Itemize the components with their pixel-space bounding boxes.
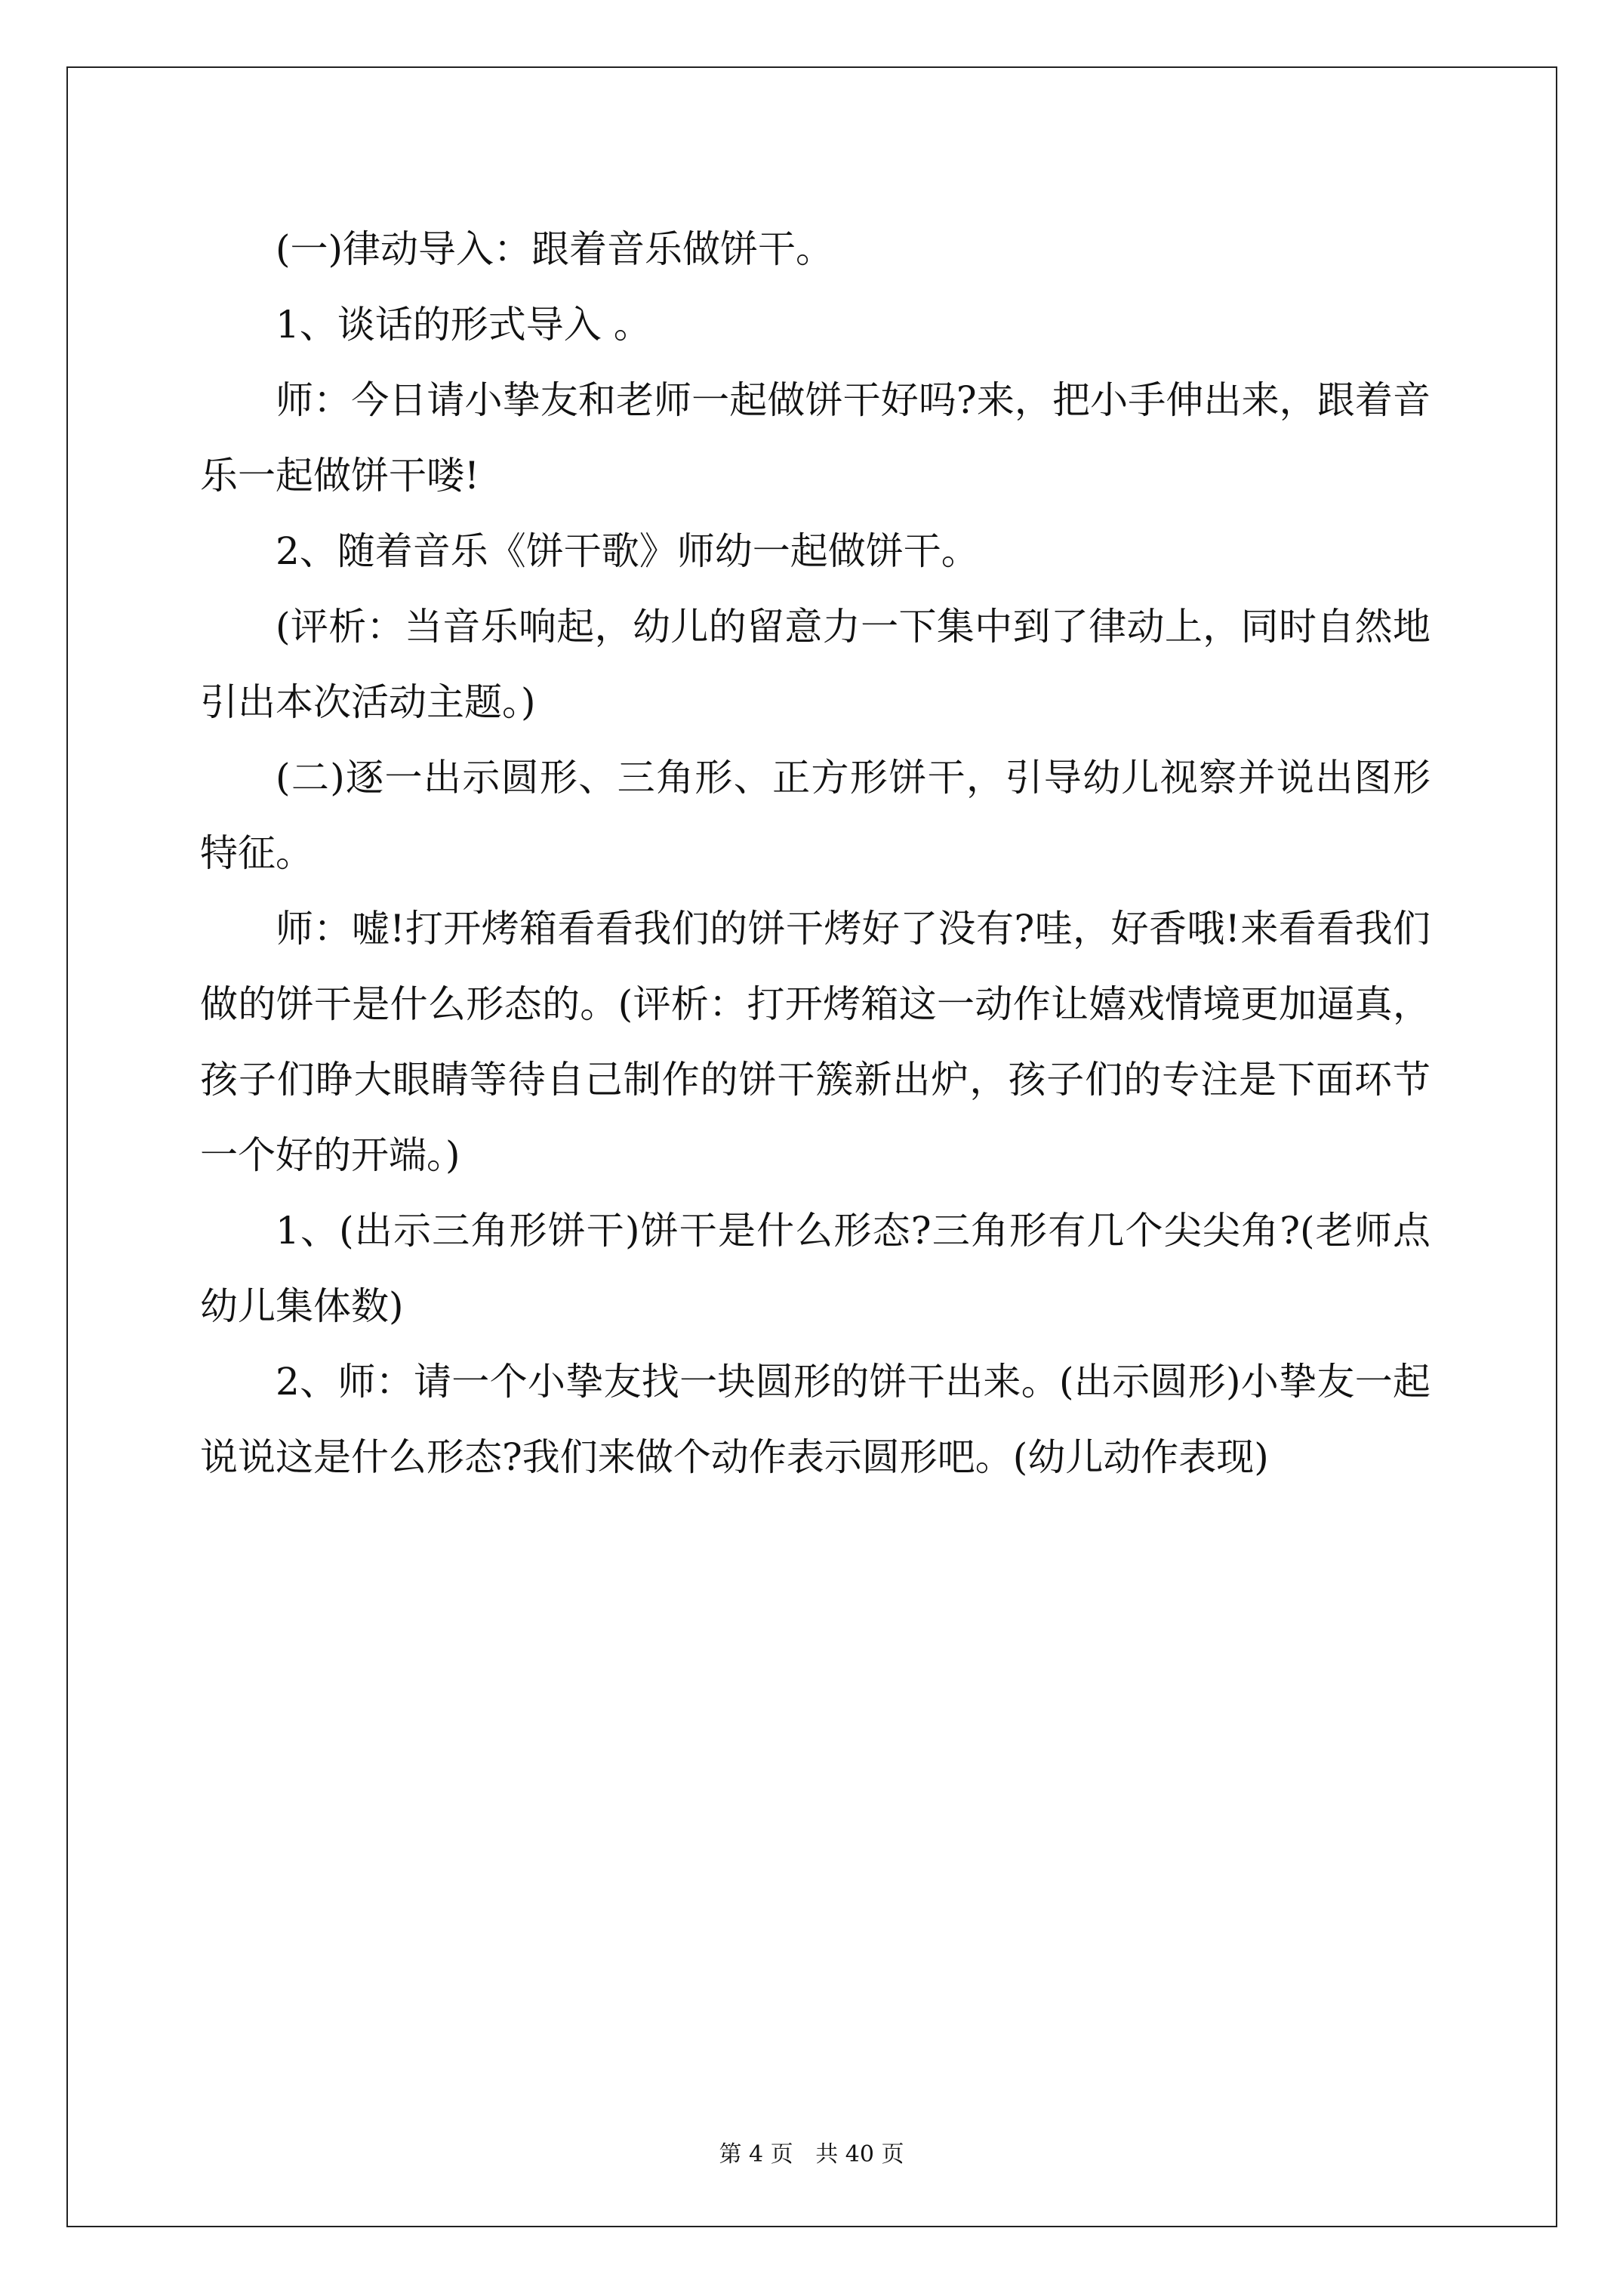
paragraph-8: 1、(出示三角形饼干)饼干是什么形态?三角形有几个尖尖角?(老师点幼儿集体数) [200, 1209, 1431, 1328]
paragraph-2: 1、谈话的形式导入 。 [276, 303, 651, 347]
paragraph-9: 2、师：请一个小挚友找一块圆形的饼干出来。(出示圆形)小挚友一起说说这是什么形态?我们来做个动作表示圆形吧。(幼儿动作表现) [200, 1360, 1431, 1479]
paragraph-6: (二)逐一出示圆形、三角形、正方形饼干，引导幼儿视察并说出图形特征。 [200, 756, 1431, 875]
paragraph-7: 师：嘘!打开烤箱看看我们的饼干烤好了没有?哇，好香哦!来看看我们做的饼干是什么形态的。(评析：打开烤箱这一动作让嬉戏情境更加逼真，孩子们睁大眼睛等待自己制作的饼干簇新出炉，孩子们的专注是下面环节一个好的开端。) [200, 907, 1431, 1177]
paragraph-1: (一)律动导入：跟着音乐做饼干。 [276, 227, 834, 271]
paragraph-3: 师：今日请小挚友和老师一起做饼干好吗?来，把小手伸出来，跟着音乐一起做饼干喽! [200, 378, 1431, 498]
page-number: 第 4 页 [719, 2141, 793, 2168]
page-footer [0, 2135, 1623, 2168]
page-total: 共 40 页 [815, 2141, 904, 2168]
paragraph-4: 2、随着音乐《饼干歌》师幼一起做饼干。 [276, 529, 979, 573]
document-body [200, 211, 1431, 1495]
paragraph-5: (评析：当音乐响起，幼儿的留意力一下集中到了律动上，同时自然地引出本次活动主题。) [200, 605, 1431, 724]
